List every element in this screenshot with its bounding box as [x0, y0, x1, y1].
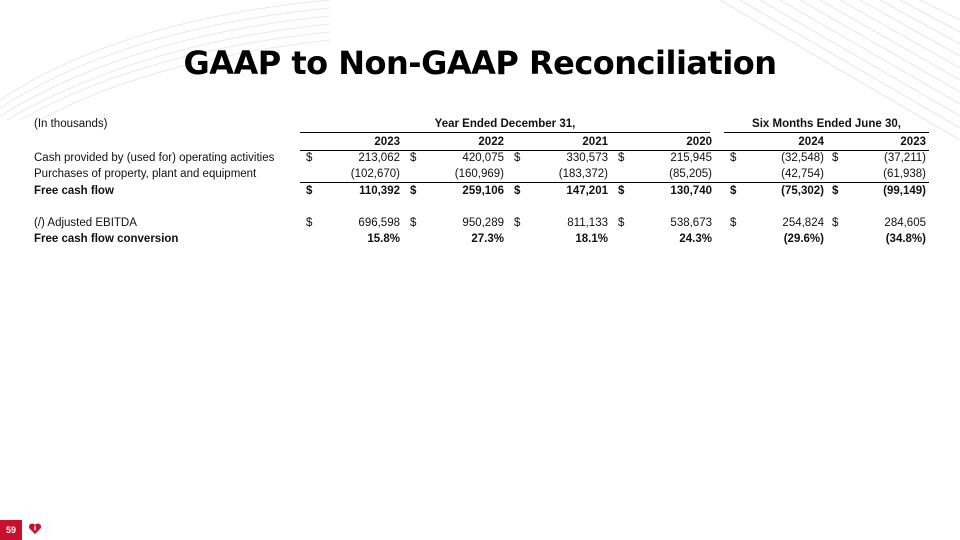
- dollar-sign: $: [514, 217, 521, 229]
- slide-title: GAAP to Non-GAAP Reconciliation: [183, 44, 777, 82]
- cell-value: (102,670): [350, 168, 400, 180]
- dollar-sign: $: [410, 152, 417, 164]
- cell-value: 538,673: [670, 217, 712, 229]
- dollar-sign: $: [618, 217, 625, 229]
- table-row: [34, 231, 929, 247]
- cell-value: 284,605: [884, 217, 926, 229]
- cell-value: 696,598: [358, 217, 400, 229]
- page-number: 59: [0, 520, 22, 540]
- dollar-sign: $: [832, 152, 839, 164]
- cell-value: 420,075: [462, 152, 504, 164]
- row-label: Purchases of property, plant and equipment: [34, 168, 257, 180]
- dollar-sign: $: [832, 185, 839, 197]
- row-label: Cash provided by (used for) operating activities: [34, 152, 275, 164]
- cell-value: (75,302): [781, 185, 824, 197]
- cell-value: (29.6%): [783, 233, 824, 245]
- year-header: 2023: [374, 136, 400, 148]
- table-year-header-row: [34, 134, 929, 150]
- six-months-header: Six Months Ended June 30,: [752, 118, 901, 130]
- cell-value: 27.3%: [471, 233, 504, 245]
- dollar-sign: $: [306, 217, 313, 229]
- cell-value: (85,205): [669, 168, 712, 180]
- row-label: (/) Adjusted EBITDA: [34, 217, 137, 229]
- cell-value: 15.8%: [367, 233, 400, 245]
- dollar-sign: $: [618, 185, 625, 197]
- six-months-underline: [724, 132, 929, 133]
- year-header: 2022: [478, 136, 504, 148]
- table-row: [34, 215, 929, 231]
- cell-value: 18.1%: [575, 233, 608, 245]
- cell-value: 24.3%: [679, 233, 712, 245]
- cell-value: (61,938): [883, 168, 926, 180]
- dollar-sign: $: [410, 185, 417, 197]
- iheart-logo-icon: [28, 523, 42, 535]
- dollar-sign: $: [730, 152, 737, 164]
- year-ended-header: Year Ended December 31,: [434, 118, 576, 130]
- dollar-sign: $: [730, 185, 737, 197]
- cell-value: 259,106: [462, 185, 504, 197]
- cell-value: 213,062: [358, 152, 400, 164]
- cell-value: (32,548): [781, 152, 824, 164]
- cell-value: (160,969): [454, 168, 504, 180]
- units-label: (In thousands): [34, 118, 108, 130]
- year-header: 2021: [582, 136, 608, 148]
- row-label: Free cash flow conversion: [34, 233, 179, 245]
- dollar-sign: $: [618, 152, 625, 164]
- cell-value: (34.8%): [885, 233, 926, 245]
- dollar-sign: $: [730, 217, 737, 229]
- cell-value: 215,945: [670, 152, 712, 164]
- cell-value: 254,824: [782, 217, 824, 229]
- cell-value: 110,392: [359, 185, 400, 197]
- row-label: Free cash flow: [34, 185, 114, 197]
- dollar-sign: $: [514, 185, 521, 197]
- dollar-sign: $: [306, 152, 313, 164]
- cell-value: 130,740: [670, 185, 712, 197]
- year-header: 2020: [686, 136, 712, 148]
- table-row: [34, 166, 929, 182]
- year-header: 2024: [798, 136, 824, 148]
- table-group-header-row: [34, 116, 929, 132]
- cell-value: (42,754): [781, 168, 824, 180]
- cell-value: (99,149): [883, 185, 926, 197]
- cell-value: (183,372): [558, 168, 608, 180]
- cell-value: (37,211): [884, 152, 926, 164]
- year-header: 2023: [900, 136, 926, 148]
- dollar-sign: $: [306, 185, 313, 197]
- reconciliation-table: [34, 116, 929, 247]
- dollar-sign: $: [514, 152, 521, 164]
- dollar-sign: $: [832, 217, 839, 229]
- dollar-sign: $: [410, 217, 417, 229]
- cell-value: 147,201: [566, 185, 608, 197]
- cell-value: 950,289: [462, 217, 504, 229]
- cell-value: 811,133: [567, 217, 608, 229]
- year-ended-underline: [300, 132, 710, 133]
- cell-value: 330,573: [566, 152, 608, 164]
- table-row: [34, 150, 929, 166]
- table-row: [34, 183, 929, 199]
